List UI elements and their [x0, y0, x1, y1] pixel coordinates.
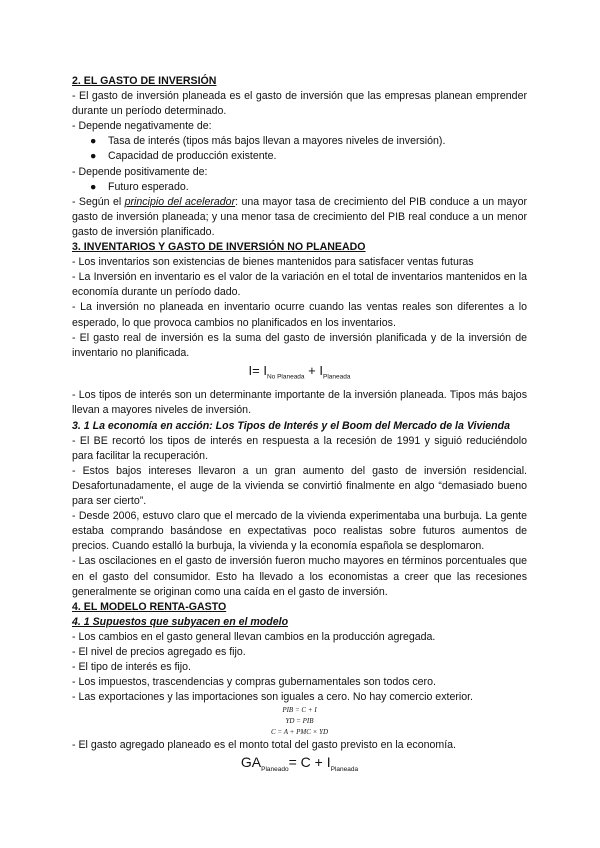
paragraph: - La inversión no planeada en inventario ocurre cuando las ventas reales son diferentes a lo esperado, lo que provoca cambios no planificados en los inventarios.	[72, 301, 527, 329]
paragraph: - El tipo de interés es fijo.	[72, 661, 191, 674]
paragraph: - Las oscilaciones en el gasto de inversión fueron mucho mayores en términos porcentuales que en el gasto del consumidor. Esto ha llevado a los economistas a creer que las recesiones generalmente se originan como una caída en el gasto de inversión.	[72, 555, 527, 598]
formula-part: + I	[304, 362, 323, 378]
paragraph: - Depende positivamente de:	[72, 165, 208, 178]
equation-yd: YD = PIB	[285, 717, 314, 726]
paragraph: - Las exportaciones y las importaciones son iguales a cero. No hay comercio exterior.	[72, 691, 473, 704]
bullet-icon: ●	[90, 135, 97, 148]
bullet-text: Capacidad de producción existente.	[108, 150, 277, 163]
formula-subscript: Planeada	[322, 373, 351, 381]
paragraph: - El gasto agregado planeado es el monto total del gasto previsto en la economía.	[72, 739, 456, 752]
text-run: - Según el	[72, 195, 125, 208]
formula-subscript: Planeada	[330, 766, 359, 774]
paragraph: - Depende negativamente de:	[72, 120, 212, 133]
section-3-title: 3. INVENTARIOS Y GASTO DE INVERSIÓN NO PLANEADO	[72, 241, 366, 254]
document-page	[72, 74, 527, 779]
section-3-1-title: 3. 1 La economía en acción: Los Tipos de Interés y el Boom del Mercado de la Vivienda	[72, 419, 511, 432]
paragraph	[72, 195, 527, 240]
formula-part: GA	[240, 754, 262, 771]
paragraph: - El nivel de precios agregado es fijo.	[72, 645, 246, 658]
paragraph: - Estos bajos intereses llevaron a un gran aumento del gasto de inversión residencial. Desafortunadamente, el auge de la vivienda se convirtió finalmente en algo “demasiado bueno para ser cierto”.	[72, 464, 527, 508]
bullet-item	[72, 180, 527, 195]
formula-subscript: Planeado	[261, 766, 289, 774]
equation-consumption: C = A + PMC × YD	[270, 728, 329, 737]
aggregate-spending-formula	[72, 753, 527, 779]
bullet-text: Tasa de interés (tipos más bajos llevan a mayores niveles de inversión).	[108, 135, 446, 148]
section-4-1-title: 4. 1 Supuestos que subyacen en el modelo	[72, 615, 289, 628]
paragraph: - El gasto de inversión planeada es el gasto de inversión que las empresas planean emprender durante un período determinado.	[72, 90, 527, 118]
paragraph: - Los tipos de interés son un determinante importante de la inversión planeada. Tipos más bajos llevan a mayores niveles de inversión.	[72, 389, 527, 417]
bullet-text: Futuro esperado.	[108, 180, 189, 193]
section-4-title: 4. EL MODELO RENTA-GASTO	[72, 600, 227, 613]
formula-part: I= I	[248, 362, 267, 378]
bullet-icon: ●	[90, 150, 97, 163]
investment-formula	[72, 362, 527, 387]
bullet-icon: ●	[90, 180, 97, 193]
paragraph: - La Inversión en inventario es el valor de la variación en el total de inventarios mantenidos en la economía durante un período dado.	[72, 271, 527, 299]
paragraph: - Los impuestos, trascendencias y compras gubernamentales son todos cero.	[72, 676, 436, 689]
bullet-item	[72, 149, 527, 164]
section-2-title: 2. EL GASTO DE INVERSIÓN	[72, 75, 217, 87]
paragraph: - Los cambios en el gasto general llevan cambios en la producción agregada.	[72, 630, 436, 643]
paragraph: - El gasto real de inversión es la suma del gasto de inversión planificada y de la inversión de inventario no planificada.	[72, 331, 527, 359]
bullet-item	[72, 134, 527, 149]
equation-pib: PIB = C + I	[282, 706, 317, 715]
accelerator-principle-term: principio del acelerador	[124, 195, 236, 208]
text-run: : una mayor tasa de crecimiento del PIB conduce a un mayor gasto de inversión planeada; y una menor tasa de crecimiento del PIB real conduce a un menor gasto de inversión planificado.	[72, 195, 527, 238]
paragraph: - El BE recortó los tipos de interés en respuesta a la recesión de 1991 y siguió reduciéndolo para facilitar la recuperación.	[72, 434, 527, 462]
formula-subscript: No Planeada	[266, 373, 305, 381]
formula-part: = C + I	[288, 754, 331, 771]
paragraph: - Desde 2006, estuvo claro que el mercado de la vivienda experimentaba una burbuja. La gente estaba comprando basándose en expectativas poco realistas sobre futuros aumentos de precios. Cuando estalló la burbuja, la vivienda y la economía española se desplomaron.	[72, 510, 527, 553]
paragraph: - Los inventarios son existencias de bienes mantenidos para satisfacer ventas futuras	[72, 256, 474, 269]
